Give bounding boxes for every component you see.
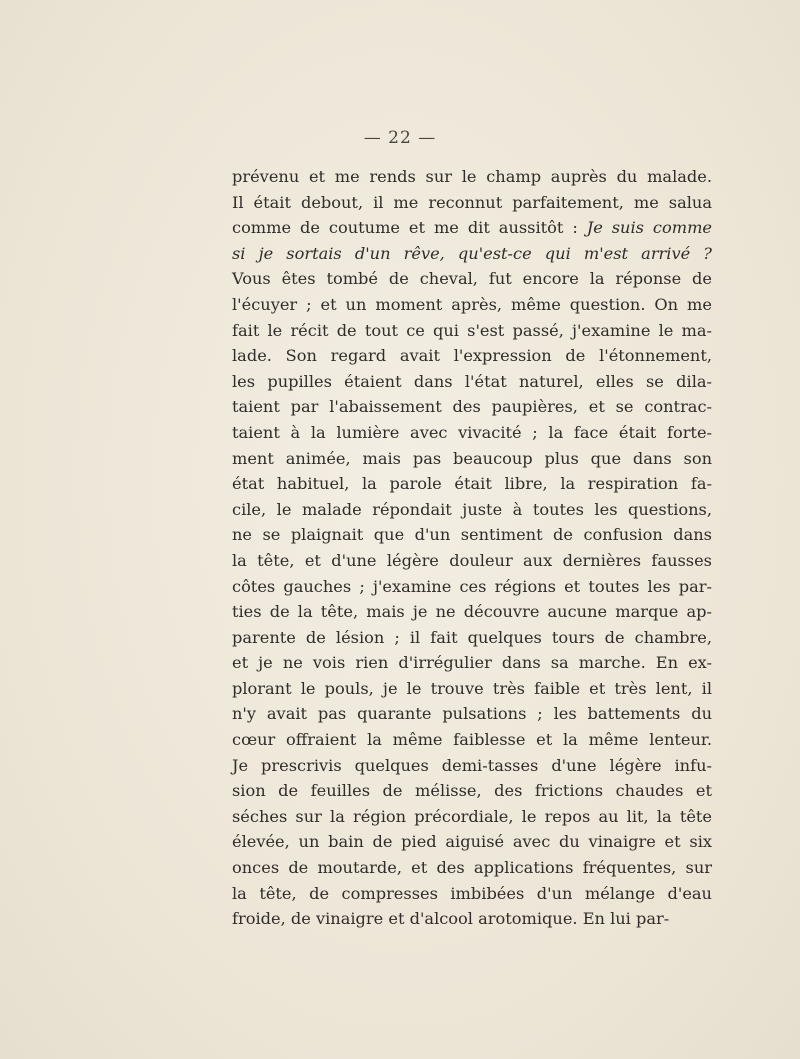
text-line: séches sur la région précordiale, le repos au lit, la tête xyxy=(232,806,712,826)
text-line: la tête, et d'une légère douleur aux dernières fausses xyxy=(232,550,712,570)
text-line: parente de lésion ; il fait quelques tours de chambre, xyxy=(232,627,712,647)
text-line: froide, de vinaigre et d'alcool arotomique. En lui par- xyxy=(232,909,670,929)
text-line: état habituel, la parole était libre, la respiration fa- xyxy=(232,474,712,494)
page-number: — 22 — xyxy=(363,128,437,148)
text-line: cœur offraient la même faiblesse et la même lenteur. xyxy=(232,730,712,750)
text-line: Je prescrivis quelques demi-tasses d'une légère infu- xyxy=(232,755,712,775)
text-line: et je ne vois rien d'irrégulier dans sa marche. En ex- xyxy=(232,653,712,673)
text-line: les pupilles étaient dans l'état naturel, elles se dila- xyxy=(232,371,712,391)
text-line: onces de moutarde, et des applications fréquentes, sur xyxy=(232,858,712,878)
text-line: plorant le pouls, je le trouve très faible et très lent, il xyxy=(232,678,712,698)
text-line: Vous êtes tombé de cheval, fut encore la réponse de xyxy=(232,269,712,289)
text-line: lade. Son regard avait l'expression de l'étonnement, xyxy=(232,346,712,366)
text-line: cile, le malade répondait juste à toutes les questions, xyxy=(232,499,712,519)
text-line: prévenu et me rends sur le champ auprès du malade. xyxy=(232,167,712,186)
italic-quote: Je suis comme xyxy=(586,218,712,238)
text-line: ment animée, mais pas beaucoup plus que dans son xyxy=(232,448,712,468)
text-line: Il était debout, il me reconnut parfaitement, me salua xyxy=(232,192,712,212)
text-line: élevée, un bain de pied aiguisé avec du vinaigre et six xyxy=(232,832,712,852)
text-line-italic xyxy=(232,241,712,267)
text-line: l'écuyer ; et un moment après, même question. On me xyxy=(232,294,712,314)
text-line-roman: comme de coutume et me dit aussitôt : xyxy=(232,218,587,238)
text-line: fait le récit de tout ce qui s'est passé, j'examine le ma- xyxy=(232,320,712,340)
text-line: ties de la tête, mais je ne découvre aucune marque ap- xyxy=(232,602,712,622)
text-line: taient à la lumière avec vivacité ; la face était forte- xyxy=(232,422,712,442)
body-text xyxy=(232,164,712,932)
text-line: sion de feuilles de mélisse, des frictions chaudes et xyxy=(232,781,712,801)
text-line xyxy=(232,215,712,241)
italic-quote: si je sortais d'un rêve, qu'est-ce qui m'est arrivé ? xyxy=(232,243,712,263)
text-line: la tête, de compresses imbibées d'un mélange d'eau xyxy=(232,883,712,903)
text-line: n'y avait pas quarante pulsations ; les battements du xyxy=(232,704,712,724)
text-line: taient par l'abaissement des paupières, et se contrac- xyxy=(232,397,712,417)
text-line: côtes gauches ; j'examine ces régions et toutes les par- xyxy=(232,576,712,596)
text-line: ne se plaignait que d'un sentiment de confusion dans xyxy=(232,525,712,545)
